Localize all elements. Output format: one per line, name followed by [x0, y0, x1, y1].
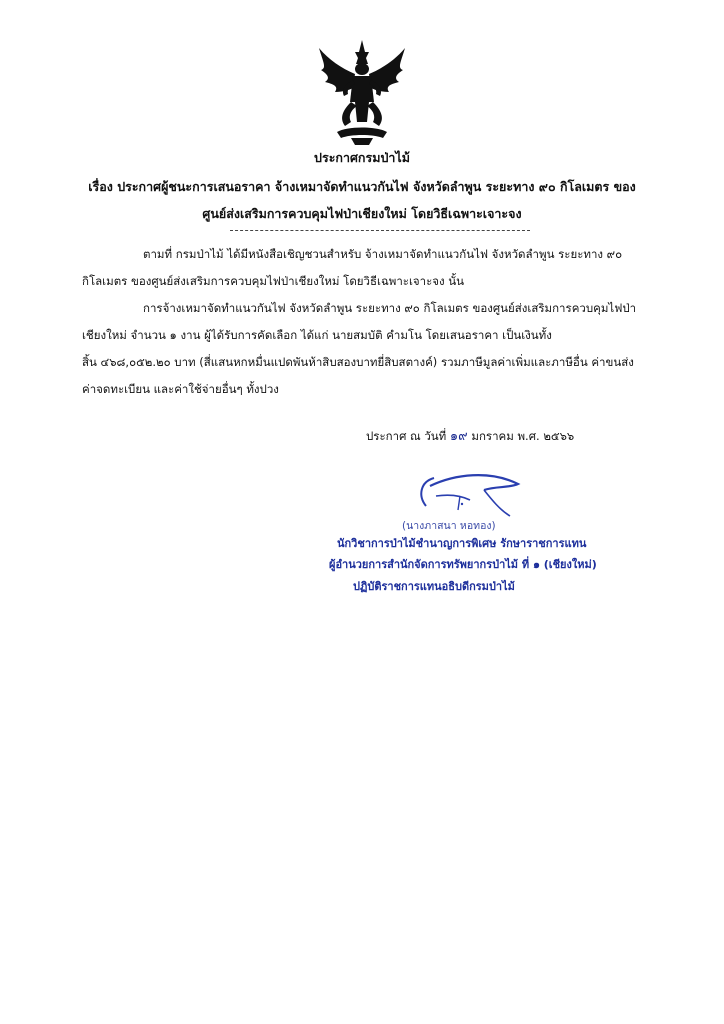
signatory-position-1: นักวิชาการป่าไม้ชำนาญการพิเศษ รักษาราชการแทน: [337, 537, 587, 550]
signatory-name: (นางภาสนา หอทอง): [402, 520, 496, 532]
body-paragraph-line: การจ้างเหมาจัดทำแนวกันไฟ จังหวัดลำพูน ระยะทาง ๙๐ กิโลเมตร ของศูนย์ส่งเสริมการควบคุมไฟป่า: [143, 301, 637, 315]
dashed-divider: [230, 230, 530, 231]
subject-line-2: ศูนย์ส่งเสริมการควบคุมไฟป่าเชียงใหม่ โดยวิธีเฉพาะเจาะจง: [202, 206, 522, 221]
announcement-title: ประกาศกรมป่าไม้: [314, 150, 410, 165]
signatory-position-2: ผู้อำนวยการสำนักจัดการทรัพยากรป่าไม้ ที่ ๑ (เชียงใหม่): [329, 558, 597, 571]
date-prefix: ประกาศ ณ วันที่: [366, 429, 447, 443]
announcement-date: [366, 428, 574, 445]
date-day: ๑๙: [449, 429, 468, 444]
subject-line-1: เรื่อง ประกาศผู้ชนะการเสนอราคา จ้างเหมาจัดทำแนวกันไฟ จังหวัดลำพูน ระยะทาง ๙๐ กิโลเมตร ของ: [88, 179, 636, 194]
signatory-position-3: ปฏิบัติราชการแทนอธิบดีกรมป่าไม้: [353, 580, 515, 593]
body-paragraph-line: ตามที่ กรมป่าไม้ ได้มีหนังสือเชิญชวนสำหรับ จ้างเหมาจัดทำแนวกันไฟ จังหวัดลำพูน ระยะทาง ๙๐: [143, 247, 623, 261]
body-paragraph-line: เชียงใหม่ จำนวน ๑ งาน ผู้ได้รับการคัดเลือก ได้แก่ นายสมบัติ คำมโน โดยเสนอราคา เป็นเงินทั้ง: [82, 328, 552, 342]
body-paragraph-line: ค่าจดทะเบียน และค่าใช้จ่ายอื่นๆ ทั้งปวง: [82, 382, 279, 396]
body-paragraph-line: กิโลเมตร ของศูนย์ส่งเสริมการควบคุมไฟป่าเชียงใหม่ โดยวิธีเฉพาะเจาะจง นั้น: [82, 274, 465, 288]
date-rest: มกราคม พ.ศ. ๒๕๖๖: [471, 429, 575, 443]
garuda-emblem-icon: [311, 38, 413, 146]
body-paragraph-line: สิ้น ๔๖๘,๐๕๒.๒๐ บาท (สี่แสนหกหมื่นแปดพันห้าสิบสองบาทยี่สิบสตางค์) รวมภาษีมูลค่าเพิ่มและภาษีอื่น ค่าขนส่ง: [82, 355, 634, 369]
